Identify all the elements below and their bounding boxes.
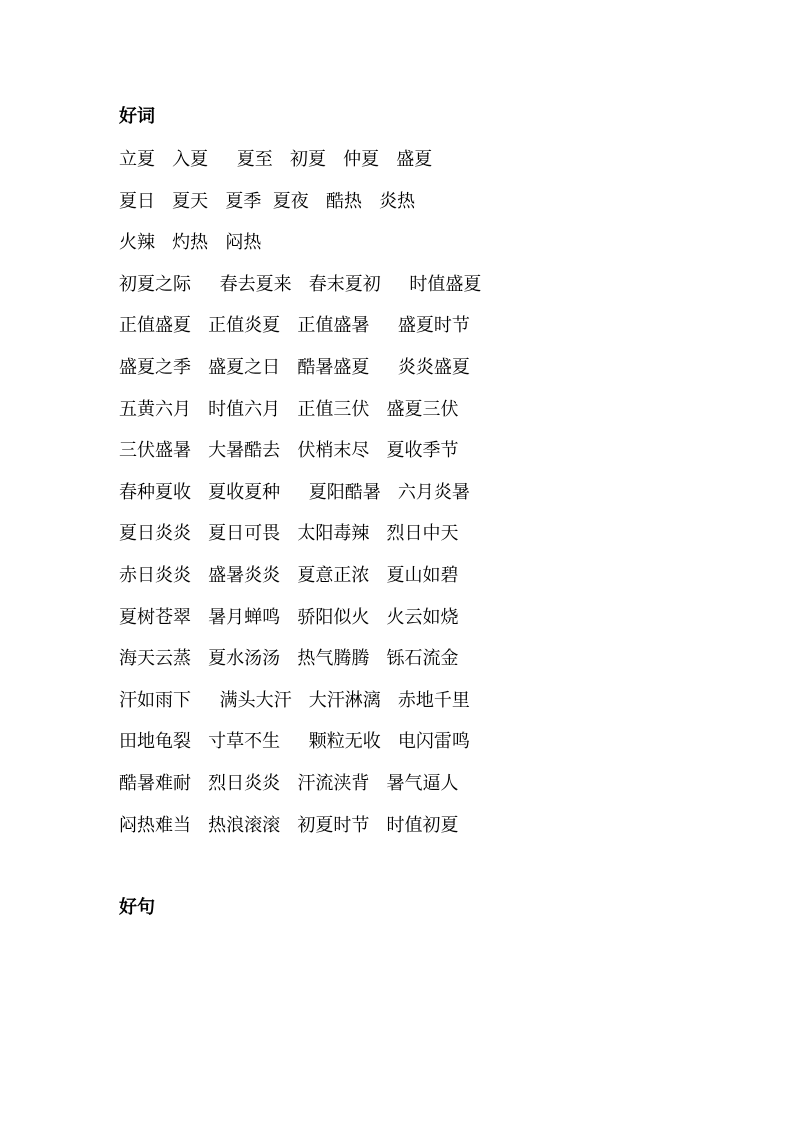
word-line: 海天云蒸 夏水汤汤 热气腾腾 铄石流金 bbox=[119, 648, 459, 670]
word-line: 三伏盛暑 大暑酷去 伏梢末尽 夏收季节 bbox=[119, 440, 459, 462]
word-line: 赤日炎炎 盛暑炎炎 夏意正浓 夏山如碧 bbox=[119, 564, 459, 586]
word-line: 正值盛夏 正值炎夏 正值盛暑 盛夏时节 bbox=[119, 315, 470, 337]
word-line: 夏日 夏天 夏季 夏夜 酷热 炎热 bbox=[119, 190, 416, 212]
word-list bbox=[119, 149, 481, 856]
word-line: 盛夏之季 盛夏之日 酷暑盛夏 炎炎盛夏 bbox=[119, 356, 470, 378]
word-line: 闷热难当 热浪滚滚 初夏时节 时值初夏 bbox=[119, 814, 459, 836]
word-line: 田地龟裂 寸草不生 颗粒无收 电闪雷鸣 bbox=[119, 731, 470, 753]
word-line: 夏树苍翠 暑月蝉鸣 骄阳似火 火云如烧 bbox=[119, 606, 459, 628]
word-line: 汗如雨下 满头大汗 大汗淋漓 赤地千里 bbox=[119, 689, 470, 711]
word-line: 五黄六月 时值六月 正值三伏 盛夏三伏 bbox=[119, 398, 459, 420]
section-title-good-words: 好词 bbox=[119, 106, 155, 127]
section-title-good-sentences: 好句 bbox=[119, 897, 155, 918]
word-line: 酷暑难耐 烈日炎炎 汗流浃背 暑气逼人 bbox=[119, 772, 459, 794]
word-line: 春种夏收 夏收夏种 夏阳酷暑 六月炎暑 bbox=[119, 481, 470, 503]
word-line: 夏日炎炎 夏日可畏 太阳毒辣 烈日中天 bbox=[119, 523, 459, 545]
word-line: 初夏之际 春去夏来 春末夏初 时值盛夏 bbox=[119, 273, 482, 295]
word-line: 立夏 入夏 夏至 初夏 仲夏 盛夏 bbox=[119, 149, 433, 170]
word-line: 火辣 灼热 闷热 bbox=[119, 232, 262, 254]
